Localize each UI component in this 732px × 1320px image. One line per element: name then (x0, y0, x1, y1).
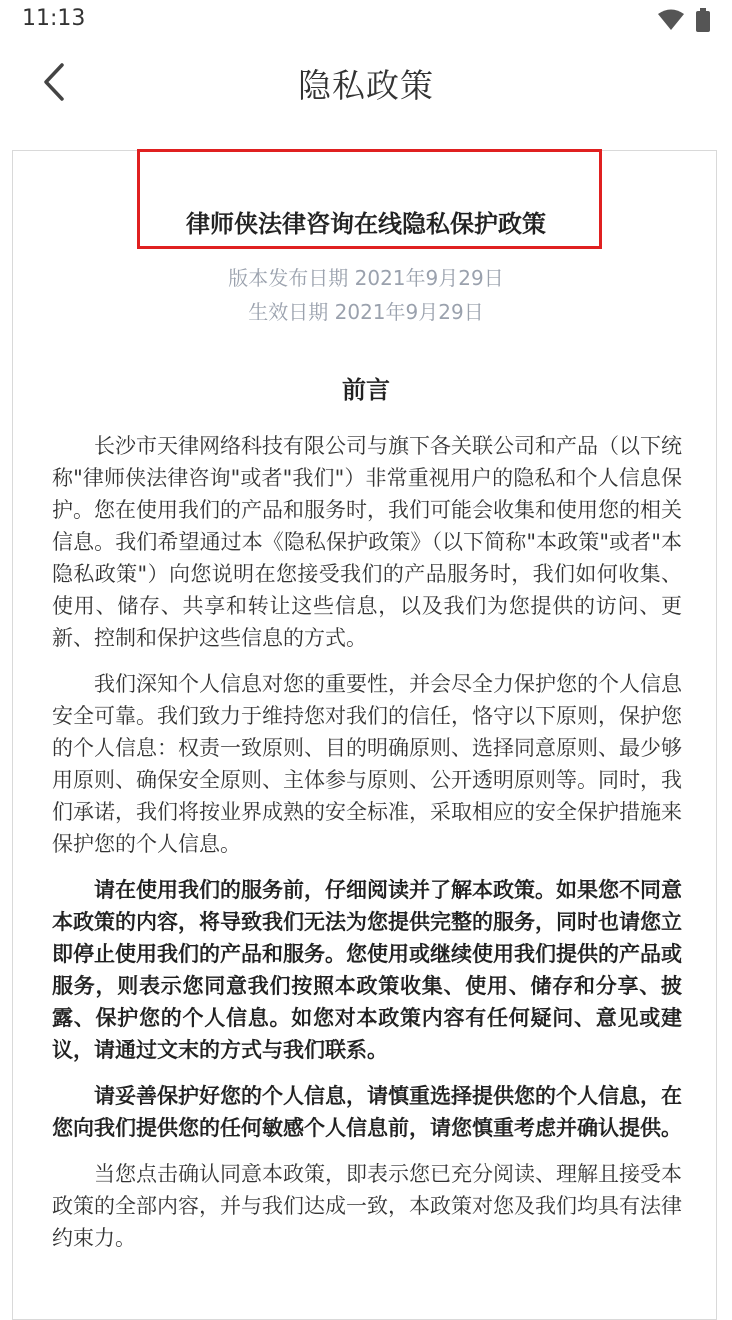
paragraph-bold: 请妥善保护好您的个人信息，请慎重选择提供您的个人信息，在您向我们提供您的任何敏感个人信息前，请您慎重考虑并确认提供。 (52, 1084, 682, 1140)
release-date: 版本发布日期 2021年9月29日 (228, 266, 504, 290)
paragraph: 长沙市天律网络科技有限公司与旗下各关联公司和产品（以下统称"律师侠法律咨询"或者"我们"）非常重视用户的隐私和个人信息保护。您在使用我们的产品和服务时，我们可能会收集和使用您的相关信息。我们希望通过本《隐私保护政策》（以下简称"本政策"或者"本隐私政策"）向您说明在您接受我们的产品服务时，我们如何收集、使用、储存、共享和转让这些信息，以及我们为您提供的访问、更新、控制和保护这些信息的方式。 (52, 434, 682, 650)
document-title: 律师侠法律咨询在线隐私保护政策 (186, 210, 546, 238)
paragraph: 我们深知个人信息对您的重要性，并会尽全力保护您的个人信息安全可靠。我们致力于维持您对我们的信任，恪守以下原则，保护您的个人信息：权责一致原则、目的明确原则、选择同意原则、最少够用原则、确保安全原则、主体参与原则、公开透明原则等。同时，我们承诺，我们将按业界成熟的安全标准，采取相应的安全保护措施来保护您的个人信息。 (52, 672, 682, 856)
page-title: 隐私政策 (298, 66, 434, 105)
paragraph: 当您点击确认同意本政策，即表示您已充分阅读、理解且接受本政策的全部内容，并与我们达成一致，本政策对您及我们均具有法律约束力。 (52, 1162, 682, 1250)
nav-bar (0, 40, 732, 130)
wifi-icon (658, 9, 684, 35)
document-content (52, 430, 682, 1268)
status-bar (0, 0, 732, 40)
battery-icon (696, 8, 710, 36)
effective-date: 生效日期 2021年9月29日 (248, 300, 484, 324)
status-time: 11:13 (22, 6, 86, 31)
section-heading: 前言 (342, 376, 390, 404)
paragraph-bold: 请在使用我们的服务前，仔细阅读并了解本政策。如果您不同意本政策的内容，将导致我们无法为您提供完整的服务，同时也请您立即停止使用我们的产品和服务。您使用或继续使用我们提供的产品或服务，则表示您同意我们按照本政策收集、使用、储存和分享、披露、保护您的个人信息。如您对本政策内容有任何疑问、意见或建议，请通过文末的方式与我们联系。 (52, 878, 682, 1062)
status-icons (658, 8, 710, 36)
